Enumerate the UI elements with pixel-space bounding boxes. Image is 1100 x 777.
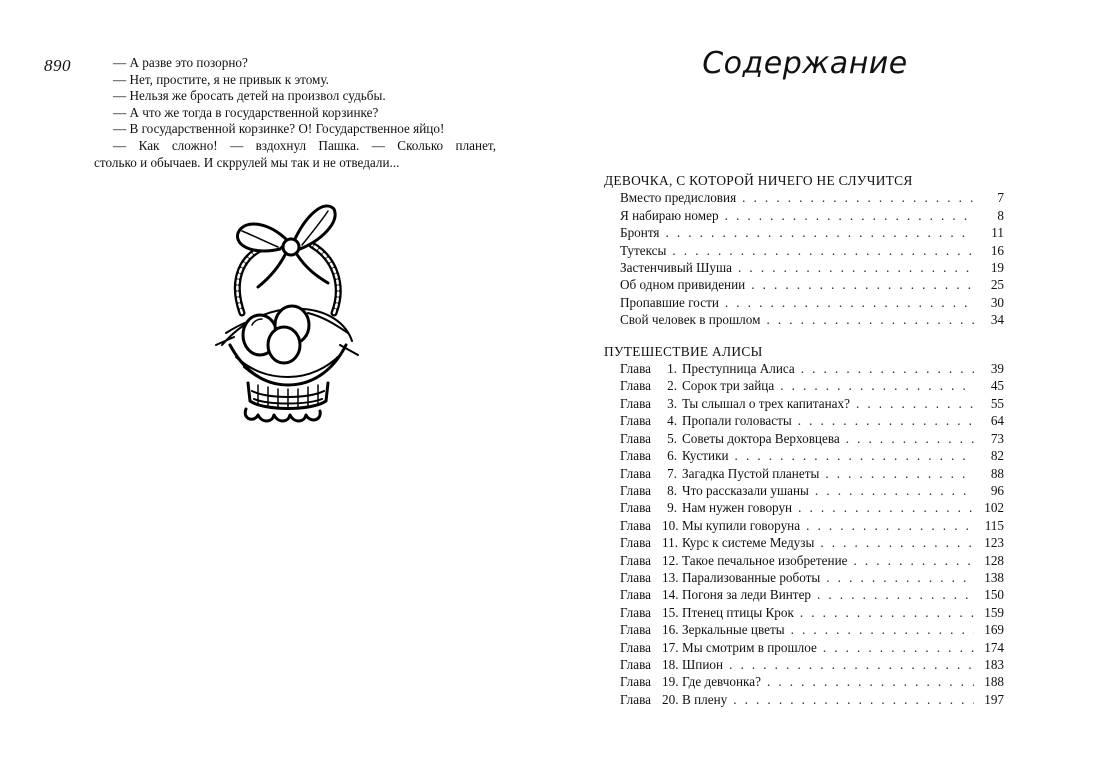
entry-title: Преступница Алиса <box>682 361 795 377</box>
entry-page: 123 <box>984 535 1004 551</box>
entry-title: Бронтя <box>620 225 660 241</box>
entry-page: 73 <box>990 430 1004 446</box>
chapter-number: 7. <box>667 465 677 481</box>
chapter-number: 14. <box>662 587 679 603</box>
entry-page: 188 <box>984 674 1004 690</box>
entry-title: В плену <box>682 691 728 707</box>
entry-page: 169 <box>984 622 1004 638</box>
toc-entry <box>620 377 1004 394</box>
toc-section <box>604 172 1004 329</box>
chapter-number: 18. <box>662 656 679 672</box>
dot-leader <box>735 447 974 464</box>
dot-leader <box>798 412 974 429</box>
toc-entry <box>620 604 1004 621</box>
toc-entry <box>620 673 1004 690</box>
entry-title: Об одном привидении <box>620 277 746 293</box>
dot-leader <box>729 656 974 673</box>
dot-leader <box>800 604 974 621</box>
dot-leader <box>798 499 974 516</box>
dot-leader <box>826 569 974 586</box>
chapter-number: 5. <box>667 430 677 446</box>
toc-entry <box>620 311 1004 328</box>
easter-basket-illustration <box>208 195 360 435</box>
entry-page: 7 <box>997 190 1004 206</box>
dot-leader <box>725 207 974 224</box>
dialogue-line: — Нет, простите, я не привык к этому. <box>113 71 329 87</box>
chapter-word: Глава <box>620 465 651 481</box>
toc-entry <box>620 656 1004 673</box>
chapter-number: 6. <box>667 448 677 464</box>
dialogue-line: — А разве это позорно? <box>113 55 248 70</box>
entry-title: Погоня за леди Винтер <box>682 587 812 603</box>
toc-entry <box>620 412 1004 429</box>
chapter-number: 19. <box>662 674 679 690</box>
toc-entry <box>620 447 1004 464</box>
chapter-word: Глава <box>620 535 651 551</box>
toc-entry <box>620 360 1004 377</box>
entry-page: 16 <box>990 242 1004 258</box>
entry-page: 39 <box>990 361 1004 377</box>
toc-entry <box>620 586 1004 603</box>
dialogue-line: — А что же тогда в государственной корзинке? <box>113 104 379 120</box>
table-of-contents <box>604 172 1004 708</box>
chapter-number: 16. <box>662 622 679 638</box>
entry-title: Пропали головасты <box>682 413 792 429</box>
chapter-number: 11. <box>662 535 678 551</box>
entry-page: 8 <box>997 207 1004 223</box>
entry-title: Что рассказали ушаны <box>682 482 809 498</box>
dot-leader <box>820 534 974 551</box>
chapter-number: 10. <box>662 517 679 533</box>
dot-leader <box>672 242 974 259</box>
chapter-word: Глава <box>620 587 651 603</box>
dot-leader <box>856 395 974 412</box>
chapter-number: 4. <box>667 413 677 429</box>
chapter-word: Глава <box>620 413 651 429</box>
toc-entry <box>620 224 1004 241</box>
chapter-word: Глава <box>620 448 651 464</box>
chapter-number: 8. <box>667 482 677 498</box>
dot-leader <box>767 673 974 690</box>
entry-title: Кустики <box>682 448 729 464</box>
entry-page: 102 <box>984 500 1004 516</box>
dot-leader <box>791 621 974 638</box>
entry-title: Шпион <box>682 656 724 672</box>
toc-section <box>604 343 1004 709</box>
entry-page: 30 <box>990 294 1004 310</box>
entry-title: Такое печальное изобретение <box>682 552 848 568</box>
dot-leader <box>725 294 974 311</box>
chapter-number: 17. <box>662 639 679 655</box>
chapter-word: Глава <box>620 517 651 533</box>
chapter-number: 13. <box>662 569 679 585</box>
entry-title: Птенец птицы Крок <box>682 604 794 620</box>
toc-entry <box>620 499 1004 516</box>
chapter-word: Глава <box>620 552 651 568</box>
entry-title: Свой человек в прошлом <box>620 312 761 328</box>
chapter-word: Глава <box>620 361 651 377</box>
entry-page: 159 <box>984 604 1004 620</box>
toc-entry <box>620 294 1004 311</box>
dot-leader <box>854 552 975 569</box>
entry-page: 115 <box>984 517 1004 533</box>
dot-leader <box>665 224 974 241</box>
toc-entry <box>620 207 1004 224</box>
chapter-number: 3. <box>667 395 677 411</box>
chapter-number: 2. <box>667 378 677 394</box>
entry-title: Застенчивый Шуша <box>620 260 733 276</box>
entry-title: Курс к системе Медузы <box>682 535 815 551</box>
chapter-number: 12. <box>662 552 679 568</box>
chapter-word: Глава <box>620 378 651 394</box>
dialogue-line: столько и обычаев. И скррулей мы так и не отведали... <box>94 154 400 170</box>
chapter-number: 1. <box>667 361 677 377</box>
dialogue-text <box>94 55 496 171</box>
dialogue-line: — Как сложно! — вздохнул Пашка. — Сколько планет, <box>113 137 496 153</box>
dialogue-line: — Нельзя же бросать детей на произвол судьбы. <box>113 88 386 104</box>
entry-title: Загадка Пустой планеты <box>682 465 820 481</box>
page-number: 890 <box>44 56 71 75</box>
chapter-word: Глава <box>620 500 651 516</box>
chapter-word: Глава <box>620 569 651 585</box>
dot-leader <box>815 482 974 499</box>
chapter-number: 20. <box>662 691 679 707</box>
entry-page: 150 <box>984 587 1004 603</box>
toc-entry <box>620 242 1004 259</box>
dot-leader <box>806 517 974 534</box>
dot-leader <box>846 430 974 447</box>
chapter-word: Глава <box>620 482 651 498</box>
entry-title: Где девчонка? <box>682 674 761 690</box>
entry-page: 82 <box>990 448 1004 464</box>
dot-leader <box>825 465 974 482</box>
section-title: ПУТЕШЕСТВИЕ АЛИСЫ <box>604 343 763 359</box>
section-title: ДЕВОЧКА, С КОТОРОЙ НИЧЕГО НЕ СЛУЧИТСЯ <box>604 173 913 188</box>
toc-entry <box>620 621 1004 638</box>
entry-page: 88 <box>990 465 1004 481</box>
chapter-word: Глава <box>620 691 651 707</box>
dialogue-line: — В государственной корзинке? О! Государственное яйцо! <box>113 121 445 137</box>
entry-page: 138 <box>984 569 1004 585</box>
chapter-word: Глава <box>620 674 651 690</box>
entry-page: 197 <box>984 691 1004 707</box>
entry-page: 55 <box>990 395 1004 411</box>
toc-title: Содержание <box>702 46 908 81</box>
entry-page: 45 <box>990 378 1004 394</box>
entry-page: 25 <box>990 277 1004 293</box>
dot-leader <box>733 691 974 708</box>
toc-entry <box>620 517 1004 534</box>
dot-leader <box>801 360 974 377</box>
toc-entry <box>620 259 1004 276</box>
entry-page: 34 <box>990 312 1004 328</box>
dot-leader <box>817 586 974 603</box>
chapter-word: Глава <box>620 430 651 446</box>
chapter-number: 15. <box>662 604 679 620</box>
chapter-word: Глава <box>620 604 651 620</box>
toc-entry <box>620 569 1004 586</box>
toc-entry <box>620 482 1004 499</box>
dot-leader <box>823 639 974 656</box>
entry-title: Парализованные роботы <box>682 569 821 585</box>
toc-entry <box>620 639 1004 656</box>
entry-title: Пропавшие гости <box>620 294 719 310</box>
entry-title: Ты слышал о трех капитанах? <box>682 395 850 411</box>
entry-title: Вместо предисловия <box>620 190 737 206</box>
chapter-number: 9. <box>667 500 677 516</box>
entry-title: Нам нужен говорун <box>682 500 793 516</box>
entry-title: Советы доктора Верховцева <box>682 430 840 446</box>
toc-entry <box>620 189 1004 206</box>
chapter-word: Глава <box>620 395 651 411</box>
toc-entry <box>620 465 1004 482</box>
toc-entry <box>620 552 1004 569</box>
chapter-word: Глава <box>620 656 651 672</box>
toc-entry <box>620 691 1004 708</box>
entry-page: 11 <box>991 225 1004 241</box>
dot-leader <box>751 276 974 293</box>
entry-title: Мы смотрим в прошлое <box>682 639 817 655</box>
chapter-word: Глава <box>620 639 651 655</box>
entry-page: 96 <box>990 482 1004 498</box>
entry-page: 174 <box>984 639 1004 655</box>
entry-title: Я набираю номер <box>620 207 719 223</box>
dot-leader <box>742 189 974 206</box>
dot-leader <box>738 259 974 276</box>
toc-entry <box>620 395 1004 412</box>
toc-entry <box>620 276 1004 293</box>
entry-page: 19 <box>990 260 1004 276</box>
entry-page: 183 <box>984 656 1004 672</box>
dot-leader <box>766 311 974 328</box>
entry-title: Сорок три зайца <box>682 378 775 394</box>
entry-title: Зеркальные цветы <box>682 622 785 638</box>
dot-leader <box>780 377 974 394</box>
toc-entry <box>620 430 1004 447</box>
chapter-word: Глава <box>620 622 651 638</box>
entry-title: Мы купили говоруна <box>682 517 801 533</box>
entry-title: Тутексы <box>620 242 667 258</box>
entry-page: 128 <box>984 552 1004 568</box>
toc-entry <box>620 534 1004 551</box>
entry-page: 64 <box>990 413 1004 429</box>
